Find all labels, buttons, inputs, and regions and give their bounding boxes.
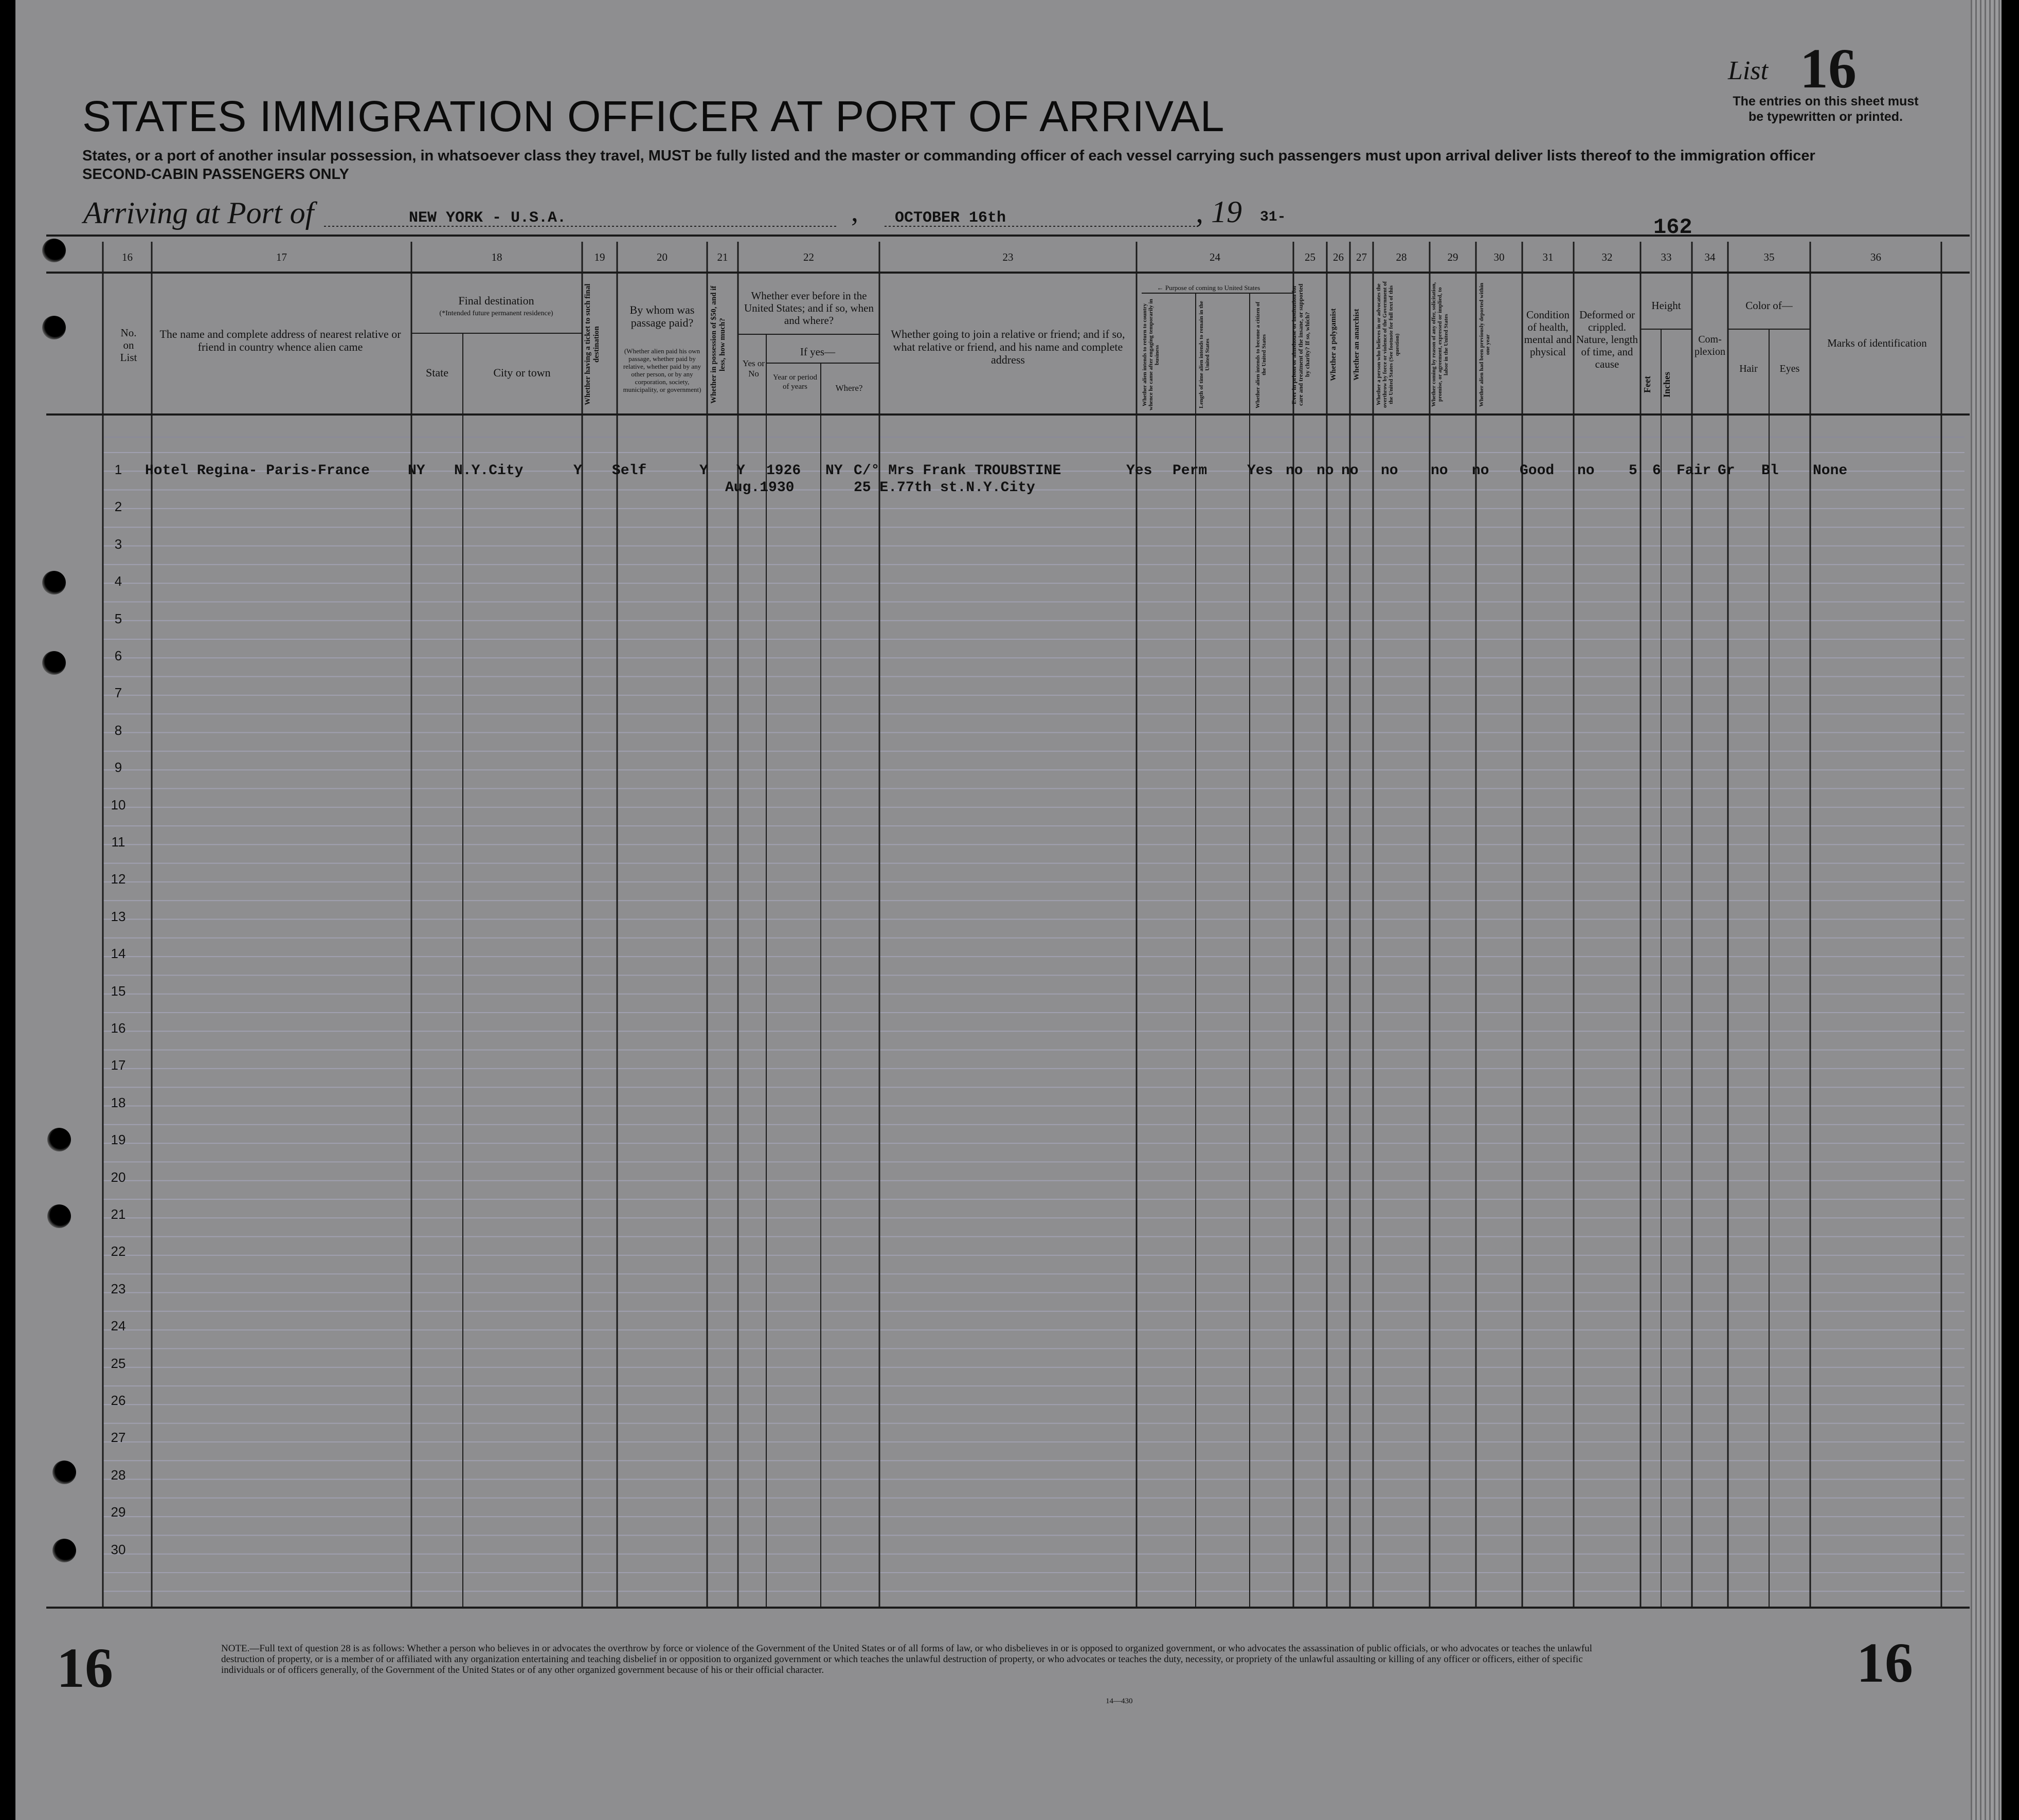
table-grid — [15, 0, 2002, 1820]
row-number: 9 — [114, 760, 122, 776]
page-title: STATES IMMIGRATION OFFICER AT PORT OF ARRIVAL — [82, 92, 1225, 140]
col-32-header: Deformed or crippled. Nature, length of time, and cause — [1576, 309, 1638, 370]
col-18-header: Final destination — [458, 294, 534, 307]
column-number: 20 — [657, 251, 668, 263]
entry-health: Good — [1520, 463, 1555, 479]
row-number: 20 — [111, 1169, 126, 1185]
date-value: OCTOBER 16th — [895, 209, 1006, 227]
instructions-text: States, or a port of another insular possession, in whatsoever class they travel, MUST be fully listed and the master or commanding officer of each vessel carrying such passengers must upon arrival deliver lists thereof to the immigration officer — [82, 148, 1815, 164]
col-22-yesno: Yes or No — [742, 358, 765, 379]
col-21-header: Whether in possession of $50, and if less, how much? — [710, 285, 727, 404]
row-number: 13 — [111, 908, 126, 924]
row-number: 10 — [111, 797, 126, 813]
entry-city: N.Y.City — [454, 463, 524, 479]
col-33-inches: Inches — [1662, 371, 1672, 398]
col-23-header: Whether going to join a relative or friend; and if so, what relative or friend, and his name and complete address — [891, 328, 1125, 366]
column-number: 17 — [276, 251, 287, 263]
row-number: 30 — [111, 1541, 126, 1557]
column-number: 25 — [1305, 251, 1315, 263]
manifest-sheet — [15, 0, 2002, 1820]
col-35-eyes: Eyes — [1779, 363, 1800, 374]
column-number: 18 — [491, 251, 502, 263]
col-34-header: Com-plexion — [1694, 334, 1725, 357]
column-number: 29 — [1447, 251, 1458, 263]
row-number: 19 — [111, 1132, 126, 1148]
col-24a-header: Whether alien intends to return to country whence he came after engaging temporarily in business — [1142, 299, 1160, 411]
footer-list-number-left: 16 — [57, 1636, 113, 1699]
col-33-feet: Feet — [1642, 376, 1652, 393]
row-number: 2 — [114, 499, 122, 515]
footer-list-number-right: 16 — [1856, 1631, 1913, 1694]
col-35-hair: Hair — [1739, 363, 1758, 374]
col-25-header: Ever in prison or almshouse or institution for care and treatment of the insane, or supported by charity? If so, which? — [1290, 283, 1311, 406]
entry-marks: None — [1813, 463, 1848, 479]
col-33-header: Height — [1651, 299, 1681, 312]
row-number: 15 — [111, 983, 126, 999]
entry-join-relative-1: C/° Mrs Frank TROUBSTINE — [854, 463, 1061, 479]
column-number: 36 — [1870, 251, 1881, 263]
column-number: 28 — [1396, 251, 1407, 263]
row-number: 1 — [114, 462, 122, 477]
entry-ticket: Y — [573, 463, 582, 479]
entry-before-us: Y — [736, 463, 745, 479]
list-label: List — [1728, 56, 1769, 85]
entry-feet: 5 — [1629, 463, 1637, 479]
entry-fifty-dollars: Y — [699, 463, 708, 479]
entry-inches: 6 — [1652, 463, 1661, 479]
entry-q29: no — [1431, 463, 1448, 479]
row-number: 27 — [111, 1430, 126, 1446]
col-20-note: (Whether alien paid his own passage, whether paid by relative, whether paid by any other person, or by any corporation, society, municipality, or government) — [623, 347, 701, 393]
column-number: 30 — [1493, 251, 1505, 263]
row-number: 24 — [111, 1318, 126, 1334]
entry-q28: no — [1381, 463, 1398, 479]
row-number: 7 — [114, 685, 122, 701]
column-number: 31 — [1542, 251, 1554, 263]
row-number: 16 — [111, 1020, 126, 1036]
entry-length-stay: Perm — [1173, 463, 1207, 479]
row-number: 23 — [111, 1281, 126, 1296]
entry-prison: no — [1286, 463, 1303, 479]
col-22-ifyes: If yes— — [800, 346, 836, 358]
col-26-header: Whether a polygamist — [1329, 308, 1338, 381]
row-number: 21 — [111, 1206, 126, 1222]
entry-state: NY — [408, 463, 425, 479]
typewritten-note: The entries on this sheet must be typewritten or printed. — [1733, 94, 1919, 124]
row-number: 4 — [114, 573, 122, 589]
row-number: 28 — [111, 1467, 126, 1483]
row-number: 14 — [111, 946, 126, 962]
entry-polygamist: no — [1317, 463, 1334, 479]
col-20-header: By whom was passage paid? — [629, 303, 695, 329]
row-number: 25 — [111, 1355, 126, 1371]
row-number: 6 — [114, 648, 122, 663]
entry-complexion: Fair — [1677, 463, 1711, 479]
page-number: 162 — [1653, 215, 1692, 240]
column-number: 35 — [1763, 251, 1775, 263]
entry-deformed: no — [1577, 463, 1595, 479]
entry-citizen: Yes — [1247, 463, 1273, 479]
row-number: 12 — [111, 871, 126, 887]
column-number: 16 — [122, 251, 133, 263]
col-16-header: No. on List — [120, 327, 137, 364]
entry-paid-by: Self — [612, 463, 647, 479]
row-number: 3 — [114, 536, 122, 552]
entry-anarchist: no — [1341, 463, 1359, 479]
year-prefix: , 19 — [1196, 195, 1242, 229]
entry-hair: Gr — [1718, 463, 1735, 479]
col-24c-header: Whether alien intends to become a citizen of the United States — [1255, 301, 1267, 408]
col-17-header: The name and complete address of nearest relative or friend in country whence alien came — [159, 328, 401, 353]
col-22-where: Where? — [835, 383, 863, 393]
port-value: NEW YORK - U.S.A. — [409, 209, 567, 227]
entry-join-relative-2: 25 E.77th st.N.Y.City — [854, 480, 1035, 496]
col-36-header: Marks of identification — [1827, 337, 1927, 349]
col-35-header: Color of— — [1745, 299, 1793, 312]
col-24-header: ← Purpose of coming to United States — [1157, 284, 1260, 292]
col-30-header: Whether alien had been previously deported within one year — [1479, 282, 1491, 407]
col-27-header: Whether an anarchist — [1353, 309, 1361, 381]
col-19-header: Whether having a ticket to such final destination — [584, 283, 601, 406]
column-number: 22 — [803, 251, 814, 263]
entry-eyes: Bl — [1761, 463, 1779, 479]
form-code: 14—430 — [1106, 1697, 1133, 1705]
col-18-state: State — [426, 366, 448, 379]
col-29-header: Whether coming by reason of any offer, solicitation, promise, or agreement, expressed or implied, to labor in the United States — [1431, 282, 1449, 407]
entry-return: Yes — [1126, 463, 1152, 479]
column-number: 26 — [1333, 251, 1344, 263]
arriving-label: Arriving at Port of — [83, 196, 314, 230]
col-22-year: Year or period of years — [773, 373, 817, 391]
column-number: 27 — [1356, 251, 1367, 263]
col-31-header: Condition of health, mental and physical — [1524, 309, 1572, 358]
col-18-note: (*Intended future permanent residence) — [439, 310, 553, 317]
list-number: 16 — [1800, 37, 1856, 100]
col-18-city: City or town — [493, 366, 551, 379]
cabin-class-text: SECOND-CABIN PASSENGERS ONLY — [82, 166, 349, 183]
year-suffix: 31- — [1260, 209, 1286, 225]
row-number: 17 — [111, 1057, 126, 1073]
entry-where: NY — [825, 463, 843, 479]
column-number: 33 — [1661, 251, 1672, 263]
row-number: 8 — [114, 722, 122, 738]
entry-deported: no — [1472, 463, 1489, 479]
row-number: 5 — [114, 610, 122, 626]
column-number: 19 — [594, 251, 605, 263]
row-number: 18 — [111, 1094, 126, 1110]
column-number: 21 — [717, 251, 728, 263]
col-22-header: Whether ever before in the United States; and if so, when and where? — [744, 290, 874, 327]
comma-sep: , — [851, 196, 858, 228]
column-number: 34 — [1704, 251, 1716, 263]
col-28-header: Whether a person who believes in or advocates the overthrow by force or violence of the Government of the United States (See footnote for full text of this question) — [1376, 281, 1400, 408]
row-number: 22 — [111, 1244, 126, 1259]
entry-year-prev-2: Aug.1930 — [725, 480, 795, 496]
entry-year-prev-1: 1926 — [766, 463, 801, 479]
column-number: 23 — [1002, 251, 1014, 263]
row-number: 29 — [111, 1504, 126, 1520]
row-number: 11 — [111, 834, 125, 850]
column-number: 24 — [1210, 251, 1220, 263]
entry-relative-address: Hotel Regina- Paris-France — [145, 463, 370, 479]
row-number: 26 — [111, 1393, 126, 1408]
col-24b-header: Length of time alien intends to remain in the United States — [1198, 301, 1211, 409]
column-number: 32 — [1601, 251, 1613, 263]
footnote-text: NOTE.—Full text of question 28 is as follows: Whether a person who believes in or advocates the overthrow by force or violence of the Government of the United States or of all forms of law, or who disbelieves in or is opposed to organized government, or who advocates the assassination of public officials, or who advocates or teaches the unlawful destruction of property, or is a member of or affiliated with any organization entertaining and teaching disbelief in or opposition to organized government or which teaches the unlawful destruction of property, or who advocates or teaches the duty, necessity, or propriety of the unlawful assaulting or killing of any officer or officers, either of specific individuals or of officers generally, of the Government of the United States or of any other organized government because of his or their official character. — [221, 1643, 1593, 1675]
